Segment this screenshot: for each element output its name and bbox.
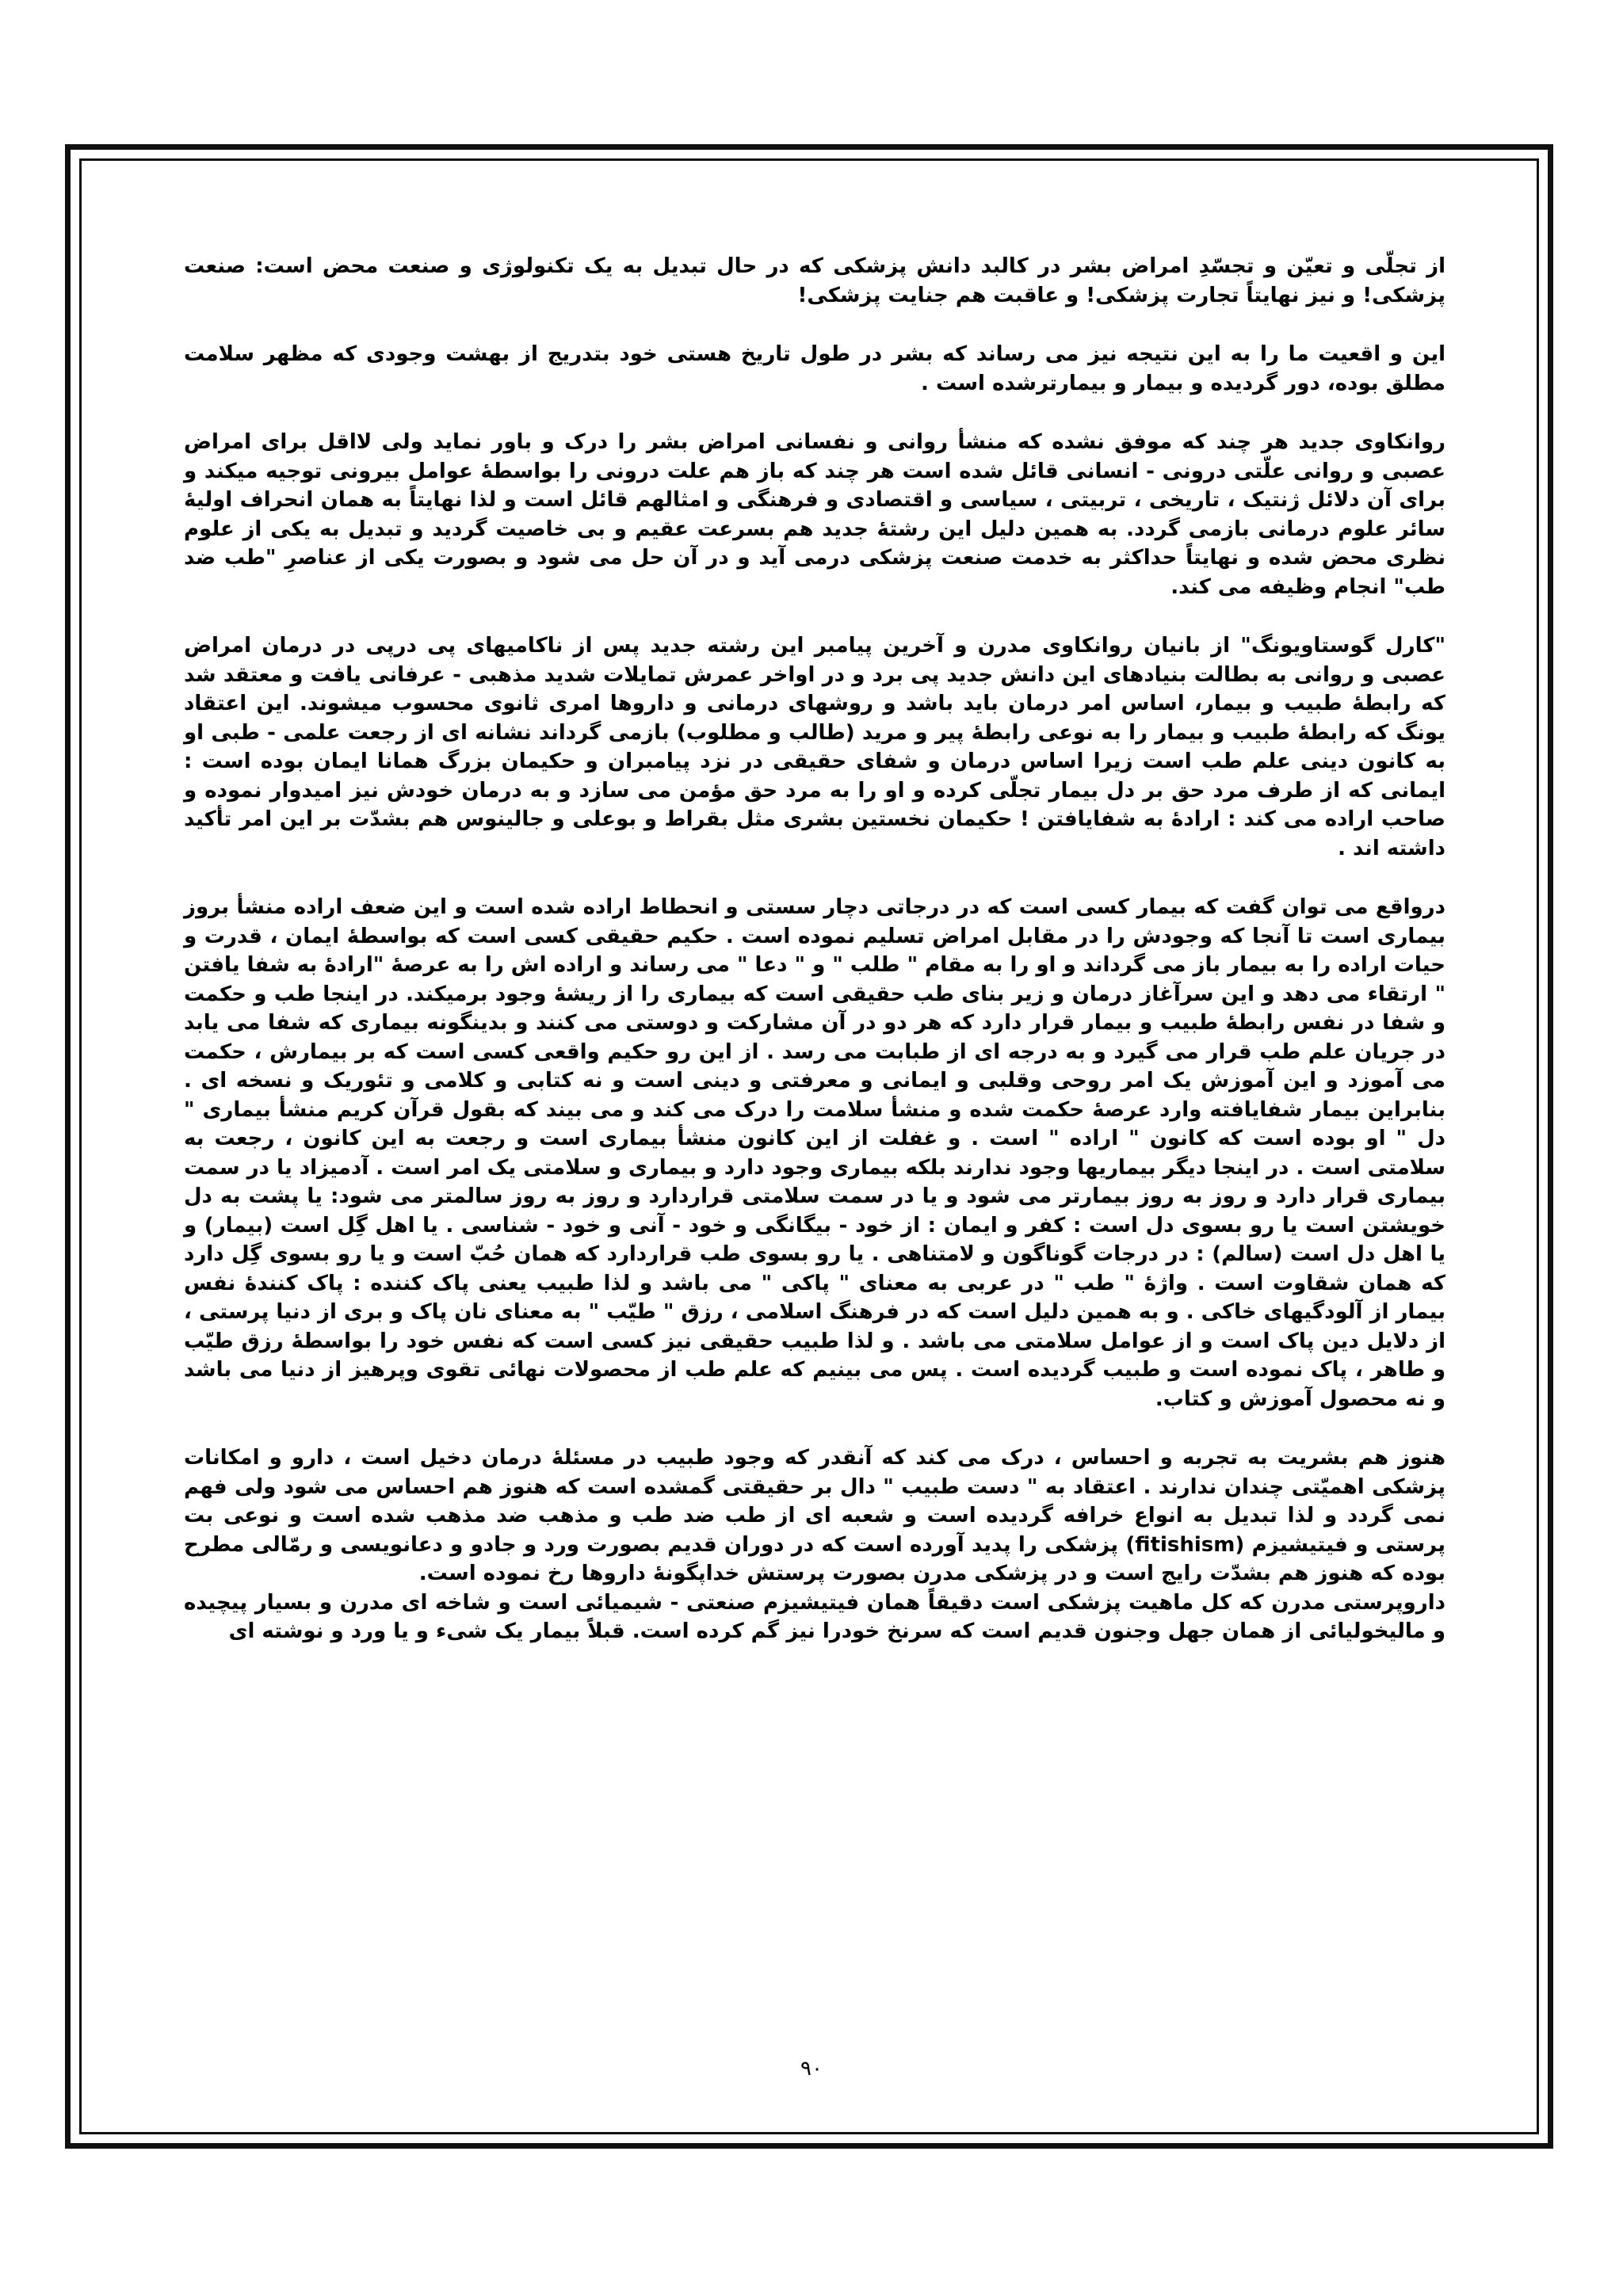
page-number: ۹۰ bbox=[800, 2057, 823, 2081]
paragraph-7: داروپرستی مدرن که کل ماهیت پزشکی است دقیقاً همان فیتیشیزم صنعتی - شیمیائی است و شاخه ای مدرن و بسیار پیچیده و مالیخولیائی از همان جهل وجنون قدیم است که سرنخ خودرا نیز گم کرده است. قبلاً بیمار یک شیء و یا ورد و نوشته ای bbox=[184, 1590, 1445, 1643]
paragraph-1: از تجلّی و تعیّن و تجسّدِ امراض بشر در کالبد دانش پزشکی که در حال تبدیل به یک تکنولوژی و صنعت محض است: صنعت پزشکی! و نیز نهایتاً تجارت پزشکی! و عاقبت هم جنایت پزشکی! bbox=[184, 254, 1445, 307]
paragraph-6: هنوز هم بشریت به تجربه و احساس ، درک می کند که آنقدر که وجود طبیب در مسئلهٔ درمان دخیل است ، دارو و امکانات پزشکی اهمیّتی چندان ندارند . اعتقاد به " دست طبیب " دال بر حقیقتی گمشده است که هنوز هم احساس می شود ولی فهم نمی گردد و لذا تبدیل به انواع خرافه گردیده است و شعبه ای از طب ضد طب و مذهب ضد مذهب شده است و نوعی بت پرستی و فیتیشیزم (fitishism) پزشکی را پدید آورده است که در دوران قدیم بصورت ورد و جادو و دعانویسی و رمّالی مطرح بوده که هنوز هم بشدّت رایج است و در پزشکی مدرن بصورت پرستش خداپگونهٔ داروها رخ نموده است. bbox=[184, 1446, 1445, 1585]
paragraph-2: این و اقعیت ما را به این نتیجه نیز می رساند که بشر در طول تاریخ هستی خود بتدریج از بهشت وجودی که مظهر سلامت مطلق بوده، دور گردیده و بیمار و بیمارترشده است . bbox=[184, 342, 1445, 395]
paragraph-4: "کارل گوستاویونگ" از بانیان روانکاوی مدرن و آخرین پیامبر این رشته جدید پس از ناکامیهای پی درپی در درمان امراض عصبی و روانی به بطالت بنیادهای این دانش جدید پی برد و در اواخر عمرش تمایلات شدید مذهبی - عرفانی یافت و معتقد شد که رابطهٔ طبیب و بیمار، اساس امر درمان باید باشد و روشهای درمانی و داروها امری ثانوی محسوب میشوند. این اعتقاد یونگ که رابطهٔ طبیب و بیمار را به نوعی رابطهٔ پیر و مرید (طالب و مطلوب) بازمی گرداند نشانه ای از رجعت علمی - طبی او به کانون دینی علم طب است زیرا اساس درمان و شفای حقیقی در نزد پیامبران و حکیمان بزرگ همانا ایمان بوده است : ایمانی که از طرف مرد حق بر دل بیمار تجلّی کرده و او را به مرد حق مؤمن می سازد و به درمان خودش نیز امیدوار نموده و صاحب اراده می کند : ارادهٔ به شفایافتن ! حکیمان نخستین بشری مثل بقراط و بوعلی و جالینوس هم بشدّت بر این امر تأکید داشته اند . bbox=[184, 634, 1445, 860]
page-body bbox=[184, 252, 1445, 1646]
paragraph-5: درواقع می توان گفت که بیمار کسی است که در درجاتی دچار سستی و انحطاط اراده شده است و این ضعف اراده منشأ بروز بیماری است تا آنجا که وجودش را در مقابل امراض تسلیم نموده است . حکیم حقیقی کسی است که بواسطهٔ ایمان ، قدرت و حیات اراده را به بیمار باز می گرداند و او را به مقام " طلب " و " دعا " می رساند و اراده اش را به عرصهٔ "ارادهٔ به شفا یافتن " ارتقاء می دهد و این سرآغاز درمان و زیر بنای طب حقیقی است که بیماری را از ریشهٔ وجود برمیکند. در اینجا طب و حکمت و شفا در نفس رابطهٔ طبیب و بیمار قرار دارد که هر دو در آن مشارکت و دوستی می کنند و بدینگونه بیماری که شفا می یابد در جریان علم طب قرار می گیرد و به درجه ای از طبابت می رسد . از این رو حکیم واقعی کسی است که بر بیمارش ، حکمت می آموزد و این آموزش یک امر روحی وقلبی و ایمانی و معرفتی و دینی است و نه کتابی و کلامی و تئوریک و نسخه ای . بنابراین بیمار شفایافته وارد عرصهٔ حکمت شده و منشأ سلامت را درک می کند و می بیند که بقول قرآن کریم منشأ بیماری " دل " او بوده است که کانون " اراده " است . و غفلت از این کانون منشأ بیماری است و رجعت به این کانون ، رجعت به سلامتی است . در اینجا دیگر بیماریها وجود ندارند بلکه بیماری وجود دارد و بیماری و سلامتی یک امر است . آدمیزاد یا در سمت بیماری قرار دارد و روز به روز بیمارتر می شود و یا در سمت سلامتی قراردارد و روز به روز سالمتر می شود: یا پشت به دل خویشتن است یا رو بسوی دل است : کفر و ایمان : از خود - بیگانگی و خود - آنی و خود - شناسی . یا اهل گِل است (بیمار) و یا اهل دل است (سالم) : در درجات گوناگون و لامتناهی . یا رو بسوی طب قراردارد که همان حُبّ است و یا رو بسوی گِل دارد که همان شقاوت است . واژهٔ " طب " در عربی به معنای " پاکی " می باشد و لذا طبیب یعنی پاک کننده : پاک کنندهٔ نفس بیمار از آلودگیهای خاکی . و به همین دلیل است که در فرهنگ اسلامی ، رزق " طیّب " به معنای نان پاک و بری از دنیا پرستی ، از دلایل دین پاک است و از عوامل سلامتی می باشد . و لذا طبیب حقیقی نیز کسی است که نفس خود را بواسطهٔ رزق طیّب و طاهر ، پاک نموده است و طبیب گردیده است . پس می بینیم که علم طب از محصولات نهائی تقوی وپرهیز از دنیا می باشد و نه محصول آموزش و کتاب. bbox=[184, 895, 1445, 1411]
paragraph-3: روانکاوی جدید هر چند که موفق نشده که منشأ روانی و نفسانی امراض بشر را درک و باور نماید ولی لااقل برای امراض عصبی و روانی علّتی درونی - انسانی قائل شده است هر چند که باز هم علت درونی را بواسطهٔ عوامل بیرونی توجیه میکند و برای آن دلائل ژنتیک ، تاریخی ، تربیتی ، سیاسی و اقتصادی و فرهنگی و امثالهم قائل است و لذا نهایتاً به همان انحراف اولیهٔ سائر علوم درمانی بازمی گردد. به همین دلیل این رشتهٔ جدید هم بسرعت عقیم و بی خاصیت گردید و تبدیل به یکی از علوم نظری محض شده و نهایتاً حداکثر به خدمت صنعت پزشکی درمی آید و در آن حل می شود و بصورت یکی از عناصرِ "طب ضد طب" انجام وظیفه می کند. bbox=[184, 430, 1445, 599]
